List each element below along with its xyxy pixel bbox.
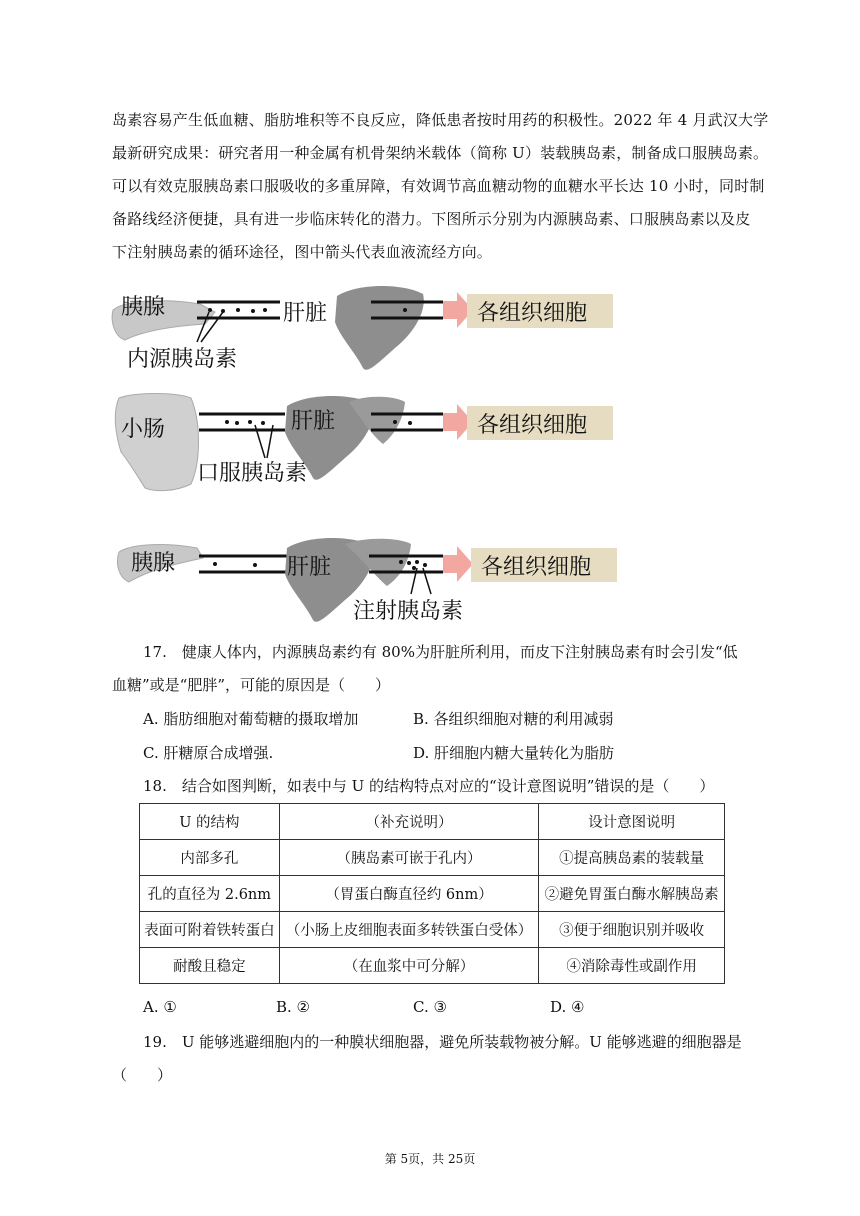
insulin-dot [225, 420, 229, 424]
insulin-dot [248, 420, 252, 424]
table-cell: ④消除毒性或副作用 [539, 948, 725, 984]
insulin-dot [407, 561, 411, 565]
table-cell: （补充说明） [279, 804, 539, 840]
insulin-dot [236, 308, 240, 312]
q17-option-b[interactable]: B. 各组织细胞对糖的利用减弱 [413, 710, 614, 728]
row-oral [115, 394, 613, 491]
insulin-caption: 内源胰岛素 [127, 347, 238, 372]
table-cell: 设计意图说明 [539, 804, 725, 840]
q19-stem-line1: 19. U 能够逃避细胞内的一种膜状细胞器，避免所装载物被分解。U 能够逃避的细胞器是 [143, 1033, 742, 1051]
intro-line: 岛素容易产生低血糖、脂肪堆积等不良反应，降低患者按时用药的积极性。2022 年 4 月武汉大学 [112, 111, 769, 129]
organ-label: 小肠 [121, 417, 166, 442]
liver-label: 肝脏 [287, 555, 332, 580]
insulin-dot [423, 563, 427, 567]
q17-option-c[interactable]: C. 肝糖原合成增强. [143, 744, 274, 762]
q18-option-c[interactable]: C. ③ [413, 998, 447, 1016]
table-cell: （胰岛素可嵌于孔内） [279, 840, 539, 876]
intro-line: 可以有效克服胰岛素口服吸收的多重屏障，有效调节高血糖动物的血糖水平长达 10 小时，同时制 [112, 177, 765, 195]
liver-label: 肝脏 [283, 301, 328, 326]
intestine-shape [115, 394, 198, 491]
row-endogenous [112, 286, 613, 372]
insulin-dot [393, 420, 397, 424]
liver-shape [335, 286, 424, 370]
table-cell: 表面可附着铁转蛋白 [140, 912, 280, 948]
q17-stem-line2: 血糖”或是“肥胖”，可能的原因是（ ） [112, 676, 391, 694]
table-row [140, 948, 725, 984]
insulin-dot [251, 309, 255, 313]
insulin-dot [208, 308, 212, 312]
table-cell: ③便于细胞识别并吸收 [539, 912, 725, 948]
q19-stem-line2: （ ） [112, 1066, 173, 1084]
table-cell: ②避免胃蛋白酶水解胰岛素 [539, 876, 725, 912]
q17-option-d[interactable]: D. 肝细胞内糖大量转化为脂肪 [413, 744, 615, 762]
organ-label: 胰腺 [131, 551, 176, 576]
table-row [140, 876, 725, 912]
row-injection [117, 538, 617, 622]
insulin-caption: 注射胰岛素 [353, 599, 464, 622]
insulin-caption: 口服胰岛素 [197, 461, 308, 486]
table-cell: ①提高胰岛素的装载量 [539, 840, 725, 876]
insulin-circulation-figure [105, 282, 625, 622]
target-label: 各组织细胞 [477, 413, 588, 438]
intro-line: 最新研究成果：研究者用一种金属有机骨架纳米载体（简称 U）装载胰岛素，制备成口服胰岛素。 [112, 144, 769, 162]
liver-label: 肝脏 [291, 409, 336, 434]
insulin-dot [403, 308, 407, 312]
intro-line: 下注射胰岛素的循环途径，图中箭头代表血液流经方向。 [112, 243, 493, 261]
insulin-dot [399, 560, 403, 564]
insulin-dot [263, 308, 267, 312]
intro-line: 备路线经济便捷，具有进一步临床转化的潜力。下图所示分别为内源胰岛素、口服胰岛素以及皮 [112, 210, 751, 228]
table-cell: 耐酸且稳定 [140, 948, 280, 984]
table-cell: （在血浆中可分解） [279, 948, 539, 984]
insulin-dot [412, 566, 416, 570]
insulin-dot [253, 563, 257, 567]
q18-option-d[interactable]: D. ④ [550, 998, 585, 1016]
organ-label: 胰腺 [121, 295, 166, 320]
table-row [140, 840, 725, 876]
target-label: 各组织细胞 [481, 555, 592, 580]
page-footer: 第 5页，共 25页 [384, 1152, 476, 1166]
table-cell: （胃蛋白酶直径约 6nm） [279, 876, 539, 912]
table-row [140, 804, 725, 840]
intro-paragraph [112, 104, 769, 269]
q18-option-a[interactable]: A. ① [143, 998, 177, 1016]
table-cell: 孔的直径为 2.6nm [140, 876, 280, 912]
q18-option-b[interactable]: B. ② [276, 998, 311, 1016]
q17-option-a[interactable]: A. 脂肪细胞对葡萄糖的摄取增加 [143, 710, 359, 728]
flow-arrow [443, 546, 473, 582]
table-cell: 内部多孔 [140, 840, 280, 876]
target-label: 各组织细胞 [477, 301, 588, 326]
insulin-dot [415, 560, 419, 564]
table-cell: （小肠上皮细胞表面多转铁蛋白受体） [279, 912, 539, 948]
insulin-dot [408, 421, 412, 425]
u-structure-table [139, 803, 725, 984]
table-row [140, 912, 725, 948]
q17-stem-line1: 17. 健康人体内，内源胰岛素约有 80%为肝脏所利用，而皮下注射胰岛素有时会引发“低 [143, 643, 738, 661]
insulin-dot [235, 421, 239, 425]
q18-stem: 18. 结合如图判断，如表中与 U 的结构特点对应的“设计意图说明”错误的是（ ） [143, 777, 715, 795]
insulin-dot [213, 562, 217, 566]
insulin-dot [261, 421, 265, 425]
table-cell: U 的结构 [140, 804, 280, 840]
